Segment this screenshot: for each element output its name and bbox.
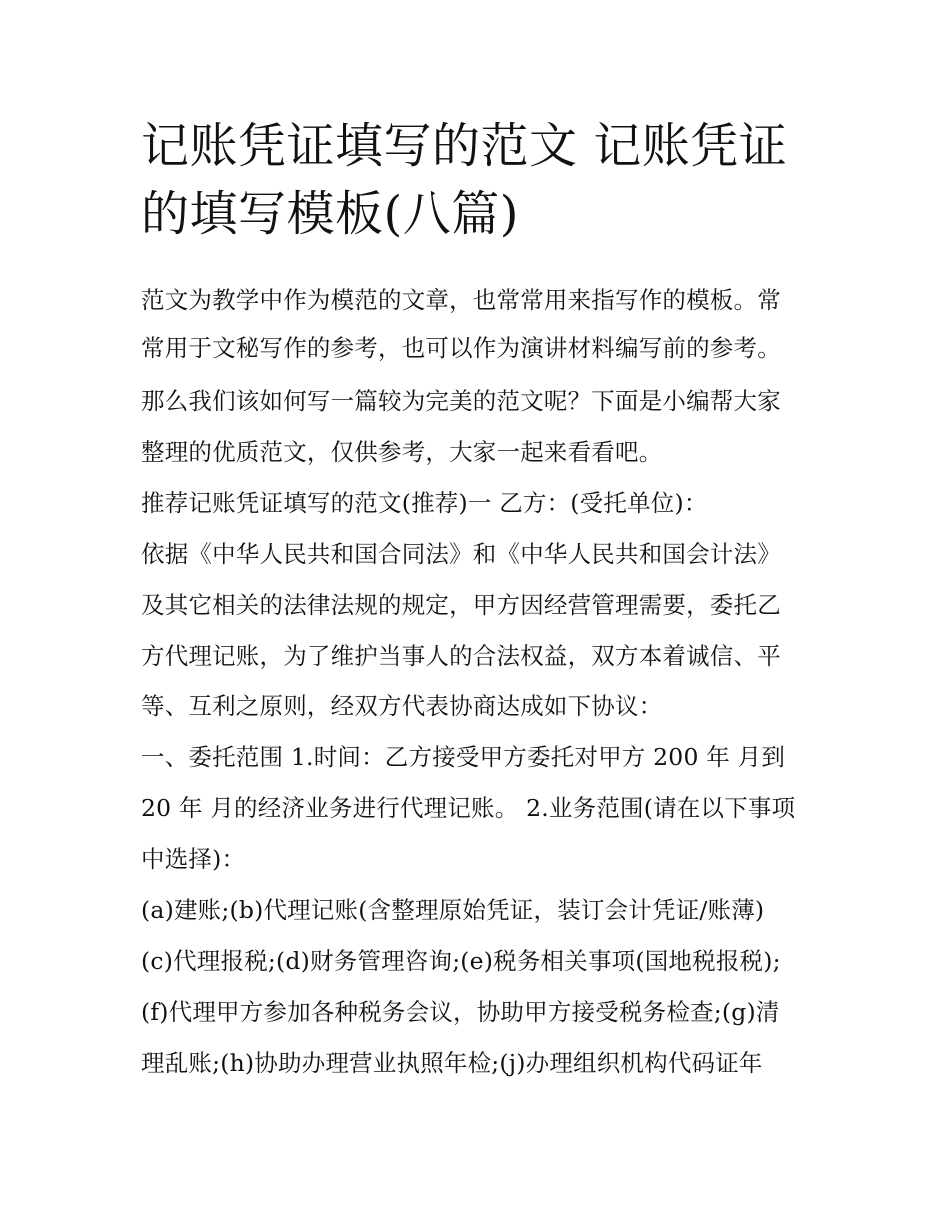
body-line-10: 一、委托范围 1.时间：乙方接受甲方委托对甲方 200 年 月到: [141, 743, 786, 771]
body-line-6: 依据《中华人民共和国合同法》和《中华人民共和国会计法》: [141, 540, 781, 568]
body-line-12: 中选择)：: [141, 845, 246, 873]
body-line-3: 那么我们该如何写一篇较为完美的范文呢？下面是小编帮大家: [141, 387, 781, 415]
body-line-4: 整理的优质范文，仅供参考，大家一起来看看吧。: [141, 438, 663, 466]
body-line-5: 推荐记账凭证填写的范文(推荐)一 乙方：(受托单位)：: [141, 489, 708, 517]
body-line-14: (c)代理报税;(d)财务管理咨询;(e)税务相关事项(国地税报税);: [141, 947, 781, 975]
body-line-11: 20 年 月的经济业务进行代理记账。 2.业务范围(请在以下事项: [141, 794, 796, 822]
body-line-2: 常用于文秘写作的参考，也可以作为演讲材料编写前的参考。: [141, 334, 781, 362]
body-line-8: 方代理记账，为了维护当事人的合法权益，双方本着诚信、平: [141, 642, 781, 670]
body-line-16: 理乱账;(h)协助办理营业执照年检;(j)办理组织机构代码证年: [141, 1049, 763, 1077]
body-line-9: 等、互利之原则，经双方代表协商达成如下协议：: [141, 692, 663, 720]
document-title: [141, 112, 821, 248]
body-line-7: 及其它相关的法律法规的规定，甲方因经营管理需要，委托乙: [141, 591, 781, 619]
title-line-2: 的填写模板(八篇): [141, 186, 519, 242]
body-line-1: 范文为教学中作为模范的文章，也常常用来指写作的模板。常: [141, 286, 781, 314]
body-line-15: (f)代理甲方参加各种税务会议，协助甲方接受税务检查;(g)清: [141, 998, 780, 1026]
body-line-13: (a)建账;(b)代理记账(含整理原始凭证，装订会计凭证/账薄): [141, 896, 765, 924]
title-line-1: 记账凭证填写的范文 记账凭证: [141, 118, 788, 174]
